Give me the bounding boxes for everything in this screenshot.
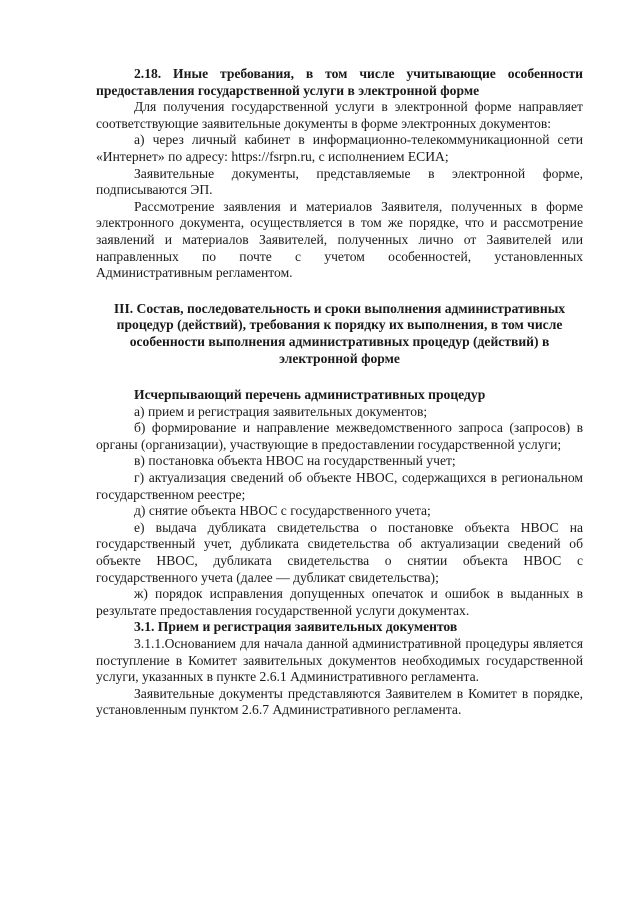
section-iii-title: III. Состав, последовательность и сроки выполнения административных процедур (действий), требования к порядку их выполнения, в том числе особенности выполнения административных процедур (действий) в электронной форме [113,300,566,366]
procedure-item-e: е) выдача дубликата свидетельства о постановке объекта НВОС на государственный учет, дубликата свидетельства об актуализации сведений об объекте НВОС, дубликата свидетельства о снятии объекта НВОС с государственного учета (далее — дубликат свидетельства); [96,519,583,585]
procedure-item-v: в) постановка объекта НВОС на государственный учет; [134,453,456,469]
document-page [96,66,583,719]
section-3-1-paragraph-2: Заявительные документы представляются Заявителем в Комитет в порядке, установленным пунктом 2.6.7 Административного регламента. [96,685,583,718]
procedure-item-d: д) снятие объекта НВОС с государственного учета; [134,503,431,519]
section-2-18-item-a: а) через личный кабинет в информационно-телекоммуникационной сети «Интернет» по адресу: https://fsrpn.ru, с исполнением ЕСИА; [96,132,583,164]
section-2-18-paragraph-signature: Заявительные документы, представляемые в электронной форме, подписываются ЭП. [96,165,583,198]
procedure-item-zh: ж) порядок исправления допущенных опечаток и ошибок в выданных в результате предоставления государственной услуги документах. [96,586,583,618]
section-3-1-heading: 3.1. Прием и регистрация заявительных документов [134,619,458,635]
procedure-item-g: г) актуализация сведений об объекте НВОС, содержащихся в региональном государственном реестре; [96,470,583,502]
section-2-18-heading: 2.18. Иные требования, в том числе учитывающие особенности предоставления государственной услуги в электронной форме [96,66,583,98]
procedures-heading: Исчерпывающий перечень административных процедур [134,387,486,403]
section-2-18-paragraph-review: Рассмотрение заявления и материалов Заявителя, полученных в форме электронного документа, осуществляется в том же порядке, что и рассмотрение заявлений и материалов Заявителей, полученных лично от Заявителей или направленных по почте с учетом особенностей, установленных Административным регламентом. [96,198,583,281]
section-3-1-1-paragraph: 3.1.1.Основанием для начала данной административной процедуры является поступление в Комитет заявительных документов необходимых государственной услуги, указанных в пункте 2.6.1 Административного регламента. [96,636,583,685]
procedure-item-b: б) формирование и направление межведомственного запроса (запросов) в органы (организации), участвующие в предоставлении государственной услуги; [96,420,583,452]
procedure-item-a: а) прием и регистрация заявительных документов; [134,403,428,419]
section-2-18-paragraph-1: Для получения государственной услуги в электронной форме направляет соответствующие заявительные документы в форме электронных документов: [96,99,583,131]
